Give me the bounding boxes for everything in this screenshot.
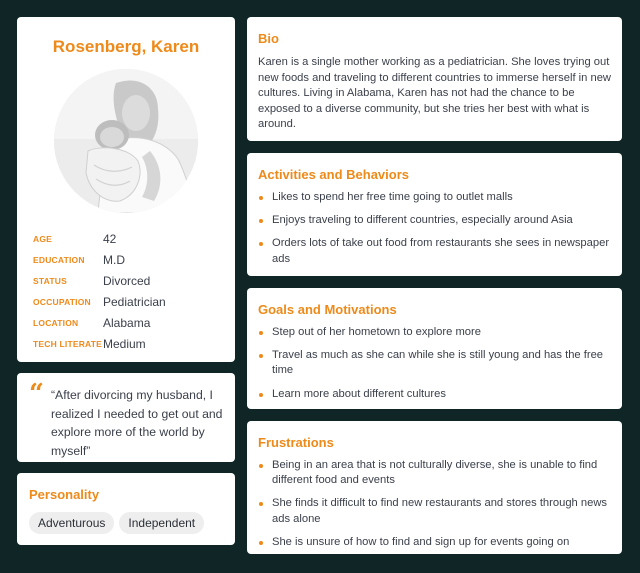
avatar-photo-icon bbox=[54, 69, 198, 213]
personality-card bbox=[17, 473, 235, 545]
activities-card bbox=[247, 153, 622, 276]
attribute-value: Pediatrician bbox=[103, 294, 166, 309]
attribute-value: Divorced bbox=[103, 273, 151, 288]
activities-list bbox=[258, 190, 613, 275]
personality-title: Personality bbox=[29, 487, 100, 502]
persona-name: Rosenberg, Karen bbox=[52, 37, 200, 56]
frustrations-list bbox=[258, 458, 613, 558]
attribute-location bbox=[33, 312, 235, 333]
list-item: Likes to spend her free time going to outlet malls bbox=[258, 190, 613, 205]
list-item: Step out of her hometown to explore more bbox=[258, 325, 613, 340]
list-item: Orders lots of take out food from restaurants she sees in newspaper ads bbox=[258, 236, 613, 266]
personality-tag: Independent bbox=[119, 512, 204, 534]
attribute-label: AGE bbox=[33, 233, 53, 244]
frustrations-title: Frustrations bbox=[258, 435, 334, 450]
goals-title: Goals and Motivations bbox=[258, 302, 397, 317]
list-item: Travel as much as she can while she is still young and has the free time bbox=[258, 348, 613, 378]
attribute-value: M.D bbox=[103, 252, 125, 267]
bio-card bbox=[247, 17, 622, 141]
quote-mark-icon: “ bbox=[29, 379, 44, 409]
quote-text: “After divorcing my husband, I realized I needed to get out and explore more of the world by myself” bbox=[51, 388, 223, 458]
attribute-label: EDUCATION bbox=[33, 254, 85, 265]
attribute-tech-literate bbox=[33, 333, 235, 354]
attribute-value: Medium bbox=[103, 336, 146, 351]
frustrations-card bbox=[247, 421, 622, 554]
attribute-age bbox=[33, 228, 235, 249]
list-item: Being in an area that is not culturally diverse, she is unable to find different food and events bbox=[258, 458, 613, 488]
attribute-occupation bbox=[33, 291, 235, 312]
quote-card bbox=[17, 373, 235, 462]
list-item: Enjoys traveling to different countries, especially around Asia bbox=[258, 213, 613, 228]
personality-tags bbox=[29, 512, 204, 534]
personality-tag: Adventurous bbox=[29, 512, 114, 534]
avatar bbox=[54, 69, 198, 213]
bio-title: Bio bbox=[258, 31, 279, 46]
list-item: Learn more about different cultures bbox=[258, 387, 613, 402]
attribute-label: STATUS bbox=[33, 275, 67, 286]
attribute-value: 42 bbox=[103, 231, 117, 246]
attribute-education bbox=[33, 249, 235, 270]
profile-card bbox=[17, 17, 235, 362]
list-item: She is unsure of how to find and sign up for events going on bbox=[258, 535, 613, 550]
attribute-label: OCCUPATION bbox=[33, 296, 91, 307]
attribute-value: Alabama bbox=[103, 315, 151, 330]
goals-card bbox=[247, 288, 622, 409]
list-item: She finds it difficult to find new restaurants and stores through news ads alone bbox=[258, 496, 613, 526]
attribute-status bbox=[33, 270, 235, 291]
activities-title: Activities and Behaviors bbox=[258, 167, 409, 182]
goals-list bbox=[258, 325, 613, 410]
attribute-label: TECH LITERATE bbox=[33, 338, 103, 349]
bio-text: Karen is a single mother working as a pediatrician. She loves trying out new foods and traveling to different countries to immerse herself in new cultures. Living in Alabama, Karen has not had the chance to be exposed to a diverse community, but she tries her best with what is around. bbox=[258, 56, 612, 130]
attribute-list bbox=[17, 228, 235, 354]
attribute-label: LOCATION bbox=[33, 317, 79, 328]
